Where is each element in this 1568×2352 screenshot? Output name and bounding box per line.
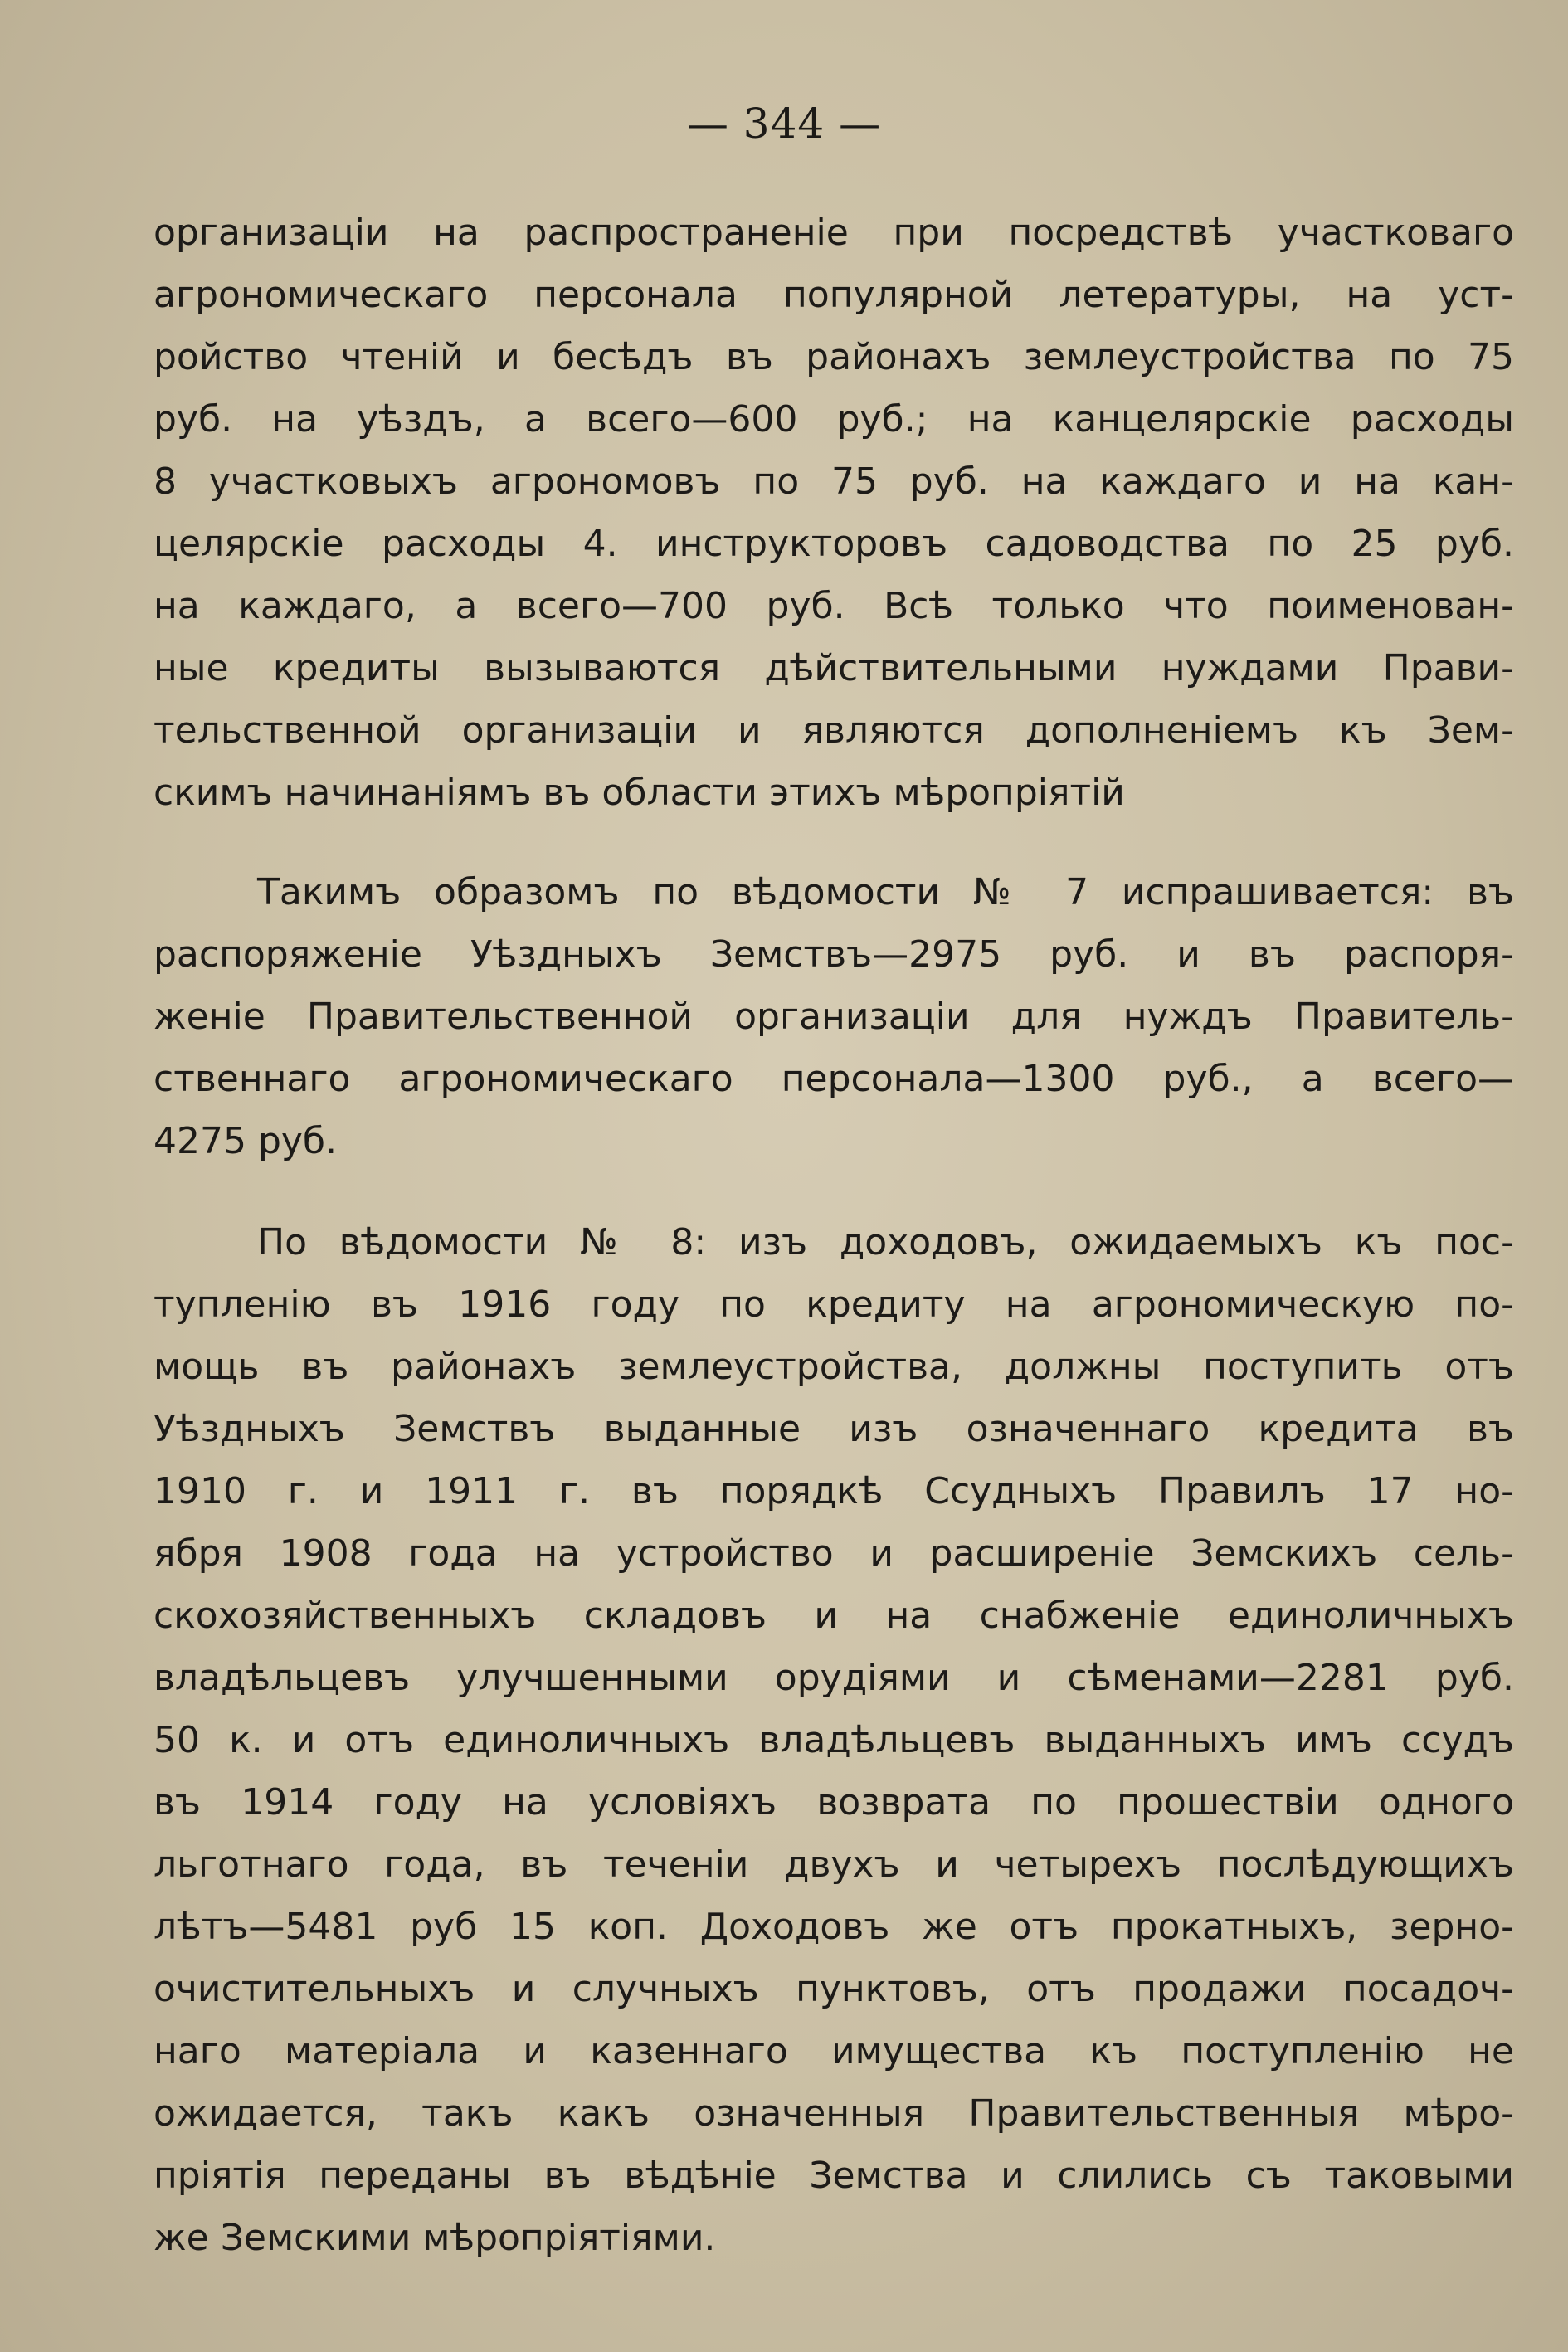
text-line: Такимъ образомъ по вѣдомости № 7 испрашивается: въ [257,871,1514,913]
text-line: пріятія переданы въ вѣдѣніе Земства и слились съ таковыми [153,2155,1514,2197]
text-line: ройство чтеній и бесѣдъ въ районахъ землеустройства по 75 [153,336,1514,378]
text-line: тельственной организаціи и являются дополненіемъ къ Зем- [153,709,1514,752]
text-line: владѣльцевъ улучшенными орудіями и сѣменами—2281 руб. [153,1657,1514,1699]
text-line: очистительныхъ и случныхъ пунктовъ, отъ продажи посадоч- [153,1968,1514,2010]
text-line: целярскіе расходы 4. инструкторовъ садоводства по 25 руб. [153,523,1514,565]
text-line: 8 участковыхъ агрономовъ по 75 руб. на каждаго и на кан- [153,460,1514,503]
text-line: организаціи на распространеніе при посредствѣ участковаго [153,212,1514,254]
paragraph-1 [153,202,1514,824]
text-line: распоряженіе Уѣздныхъ Земствъ—2975 руб. и въ распоря- [153,933,1514,976]
text-line: въ 1914 году на условіяхъ возврата по прошествіи одного [153,1781,1514,1824]
text-line: льготнаго года, въ теченіи двухъ и четырехъ послѣдующихъ [153,1843,1514,1886]
text-line: женіе Правительственной организаціи для нуждъ Правитель- [153,996,1514,1038]
text-line: ября 1908 года на устройство и расширеніе Земскихъ сель- [153,1532,1514,1575]
text-line: 1910 г. и 1911 г. въ порядкѣ Ссудныхъ Правилъ 17 но- [153,1470,1514,1512]
text-line: мощь въ районахъ землеустройства, должны поступить отъ [153,1346,1514,1388]
text-line: Уѣздныхъ Земствъ выданные изъ означеннаго кредита въ [153,1408,1514,1450]
page-number: — 344 — [686,100,882,148]
text-line: руб. на уѣздъ, а всего—600 руб.; на канцелярскіе расходы [153,398,1514,441]
text-line: наго матеріала и казеннаго имущества къ поступленію не [153,2030,1514,2072]
text-line: 4275 руб. [153,1120,338,1162]
text-line: агрономическаго персонала популярной летературы, на уст- [153,274,1514,316]
text-line: По вѣдомости № 8: изъ доходовъ, ожидаемыхъ къ пос- [257,1221,1514,1264]
text-line: ные кредиты вызываются дѣйствительными нуждами Прави- [153,647,1514,689]
text-line: ственнаго агрономическаго персонала—1300 руб., а всего— [153,1058,1514,1100]
paragraph-2 [153,861,1514,1172]
text-line: же Земскими мѣропріятіями. [153,2217,716,2259]
text-line: скимъ начинаніямъ въ области этихъ мѣропріятій [153,772,1125,814]
paragraph-3 [153,1211,1514,2269]
text-line: ожидается, такъ какъ означенныя Правительственныя мѣро- [153,2092,1514,2135]
text-line: лѣтъ—5481 руб 15 коп. Доходовъ же отъ прокатныхъ, зерно- [153,1906,1514,1948]
text-line: на каждаго, а всего—700 руб. Всѣ только что поименован- [153,585,1514,627]
text-line: тупленію въ 1916 году по кредиту на агрономическую по- [153,1283,1514,1326]
text-line: 50 к. и отъ единоличныхъ владѣльцевъ выданныхъ имъ ссудъ [153,1719,1514,1761]
text-line: скохозяйственныхъ складовъ и на снабженіе единоличныхъ [153,1595,1514,1637]
